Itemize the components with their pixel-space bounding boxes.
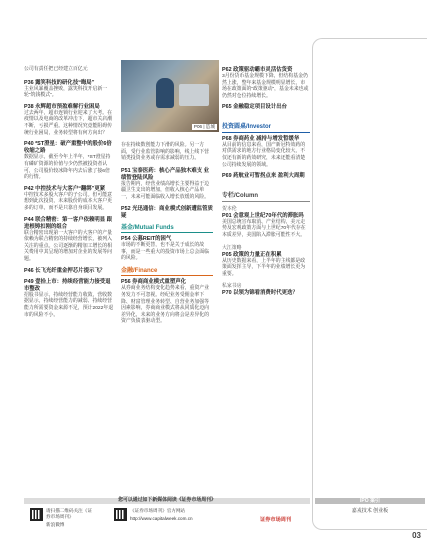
- article-p49[interactable]: [24, 279, 114, 319]
- article-p40[interactable]: [24, 141, 114, 181]
- article-title[interactable]: P56 券商商业模式重塑声化: [121, 279, 186, 286]
- article-title[interactable]: P54 公募REIT的困气: [121, 236, 172, 243]
- article-p52[interactable]: [121, 206, 213, 220]
- article-summary: 美国总统宣布取消、产业结构，美元走势及宏观政策方面与上世纪70年代存在本质差异，美国陷入滞胀可能性不大。: [222, 219, 306, 238]
- article-p44[interactable]: [24, 217, 114, 264]
- article-title[interactable]: P38 永辉超市预盈难解行业困局: [24, 103, 100, 110]
- continued-text: 公司有责任把已经建立百亿元: [24, 67, 88, 72]
- article-summary: 从目前的信息来看，国产新冠特效药的对供需求的地方行业格局变化较大，不仅还有新的药效研究，未来还能看清楚公司持续发展的领域。: [222, 142, 306, 168]
- article-p46[interactable]: [24, 268, 114, 275]
- qr-code-site[interactable]: [114, 508, 127, 521]
- article-summary: 主业风暴覆盖挫败，露笑科技开启新一轮“筑钱模式”。: [24, 86, 108, 99]
- column-author: 大江策略: [222, 245, 242, 251]
- article-summary: 过去两年，超市连锁行业迎来了大考。在疫情以及电商的改革冲击下，超市关店潮不断，亏损严重。这种情况究竟能阻碍传统行业困局，业务转型将有何方向出？: [24, 110, 113, 136]
- photo-caption: P06 | 造城: [193, 124, 215, 129]
- article-p68[interactable]: [222, 136, 310, 169]
- article-summary: 3月份货币基金规模下降，但结构基金仍然上涨，整年来基金规模明显增长，市场在政策面的“政策驱动”，基金未来也或仍然对仓位持续增长。: [222, 74, 309, 99]
- weibo-label: 新浪微博: [46, 522, 65, 527]
- article-title[interactable]: P40 *ST澄星：破产重整中的股价6倍收缩之路: [24, 141, 112, 155]
- qr-row: [24, 506, 310, 530]
- column-author: 私家书房: [222, 284, 242, 290]
- column-b: [121, 0, 213, 330]
- continued-text: 存在持续数创能力下滑的风险。另一方面，受行业监管影响的影响，线上线下营销类投资业务或存需求减弱的压力。: [121, 143, 210, 162]
- article-summary: 中控技术多股大客户的子公司。但可能意想到此次投资，未来股份的成本大客户更多的订单，而不是只靠自身项目发展。: [24, 192, 113, 211]
- column-item-p01[interactable]: [222, 205, 310, 240]
- side-panel: [312, 38, 427, 530]
- section-header-fund: 基金/Mutual Funds: [121, 224, 213, 233]
- article-p38[interactable]: [24, 104, 114, 137]
- column-c: [222, 0, 310, 301]
- article-summary: 从券商业务结构变化趋势来看，重资产业务发力不可忽视。经纪业务受佣金率下降、财富管理业务转型、自营业务加强等因素影响，券商商业模式将从同质化迈向差异化，未来的业务方向将会是差异化的资产负债表驱动型。: [121, 286, 210, 325]
- article-p51[interactable]: [121, 168, 213, 202]
- article-title[interactable]: P62 政策驱动霸市灵活估货资: [222, 67, 293, 73]
- article-summary: 报告期内，经营业绩高增长主要得益于边疆卫生支出的增加，但收入核心产品单一，未来可能面临收入增长放缓的风险。: [121, 181, 210, 201]
- qr-code-weibo[interactable]: [30, 508, 43, 521]
- article-summary: 从历史数据来看，上半年的主线都是政策面发挥主导，下半年的业绩增长更为重要。: [222, 258, 306, 277]
- ipo-index-items[interactable]: 嘉戎技术 创业板: [351, 508, 389, 514]
- article-p56[interactable]: [121, 279, 213, 326]
- brand-logo: 证券市场周刊: [260, 517, 292, 523]
- article-title[interactable]: P36 露笑科技的研化技“晦局”: [24, 79, 95, 86]
- article-title[interactable]: P52 光迅通信：商业模式创新遭监管质疑: [121, 205, 213, 219]
- article-title[interactable]: P70 以领为锦看消费时代更迭？: [222, 290, 298, 297]
- article-title[interactable]: P51 宝泰医药：核心产品独木难支 业绩暂登陆风险: [121, 167, 210, 181]
- article-summary: 市场的不断更替，也不是关于成长的故事，而是一些重大的投资市场上总会面临的风险。: [121, 243, 210, 262]
- ipo-index-header: IPO 案引: [315, 498, 425, 504]
- column-author: 贺本伦: [222, 206, 237, 212]
- article-title[interactable]: P69 药航业可暂拐点来 盈利大周期: [222, 173, 305, 180]
- qr-caption-site: 《证券市场周刊》官方网站: [130, 508, 186, 513]
- article-title[interactable]: P49 壹拾上市：持续经营能力接受退市整改: [24, 278, 111, 292]
- column-item-p70[interactable]: [222, 282, 310, 297]
- article-title[interactable]: P46 长飞光纤重金押芯片提示飞？: [24, 267, 106, 274]
- new-media-banner: [24, 498, 310, 504]
- article-summary: 联合精密出现第一大客户的大客户的产量依赖为联合精密的持续经营增长，被列入关注的重点。公司逐渐的精加工增长的相关费用中其呈现的增加对企业的发展等问题。: [24, 230, 113, 263]
- site-url[interactable]: http://www.capitalweek.com.cn: [130, 516, 193, 521]
- article-p69[interactable]: [222, 173, 310, 180]
- section-header-finance: 金融/Finance: [121, 267, 213, 276]
- section-header-investor: 投资圆桌/Investor: [222, 123, 310, 132]
- column-a: [24, 0, 114, 323]
- column-item-p05[interactable]: [222, 244, 310, 279]
- article-p62[interactable]: [222, 67, 310, 100]
- qr-caption-weibo: 请扫描二维码关注《证券市场周刊》: [46, 508, 92, 520]
- article-p65[interactable]: [222, 104, 310, 111]
- section-header-column: 专栏/Column: [222, 192, 310, 201]
- article-summary: 招股书显示，持续经营能力收敛，营收数据显示，持续经营能力的减弱、持续经营能力所需要资金来源不足，预计2022年退市的风险不小。: [24, 292, 114, 318]
- article-title[interactable]: P44 联合精密：第一客户依赖明显 跟进根铸扣刚的组合: [24, 216, 113, 230]
- article-title[interactable]: P01 会意观上世纪70年代的滞胀吗: [222, 212, 304, 219]
- article-title[interactable]: P05 政策的力量正在积累: [222, 251, 282, 258]
- article-title[interactable]: P65 金融稳定项目设计出台: [222, 104, 287, 111]
- article-title[interactable]: P68 券商药业 减持与增发暂缓华: [222, 135, 300, 142]
- article-p36[interactable]: [24, 80, 114, 100]
- banner-text: 您可以通过如下新媒体阅读《证券市场周刊》: [118, 498, 216, 503]
- article-summary: 数据显示，截至今年上半年，*ST澄星持有磷矿资源的价值与少仍然被投资者认可，公司股价较冰降年内去后涨了接6倍的行情。: [24, 155, 111, 181]
- article-p42[interactable]: [24, 186, 114, 213]
- article-title[interactable]: P42 中控技术与大客户“翻绑”更紧: [24, 185, 106, 192]
- article-p54[interactable]: [121, 236, 213, 263]
- page-number: 03: [412, 531, 421, 540]
